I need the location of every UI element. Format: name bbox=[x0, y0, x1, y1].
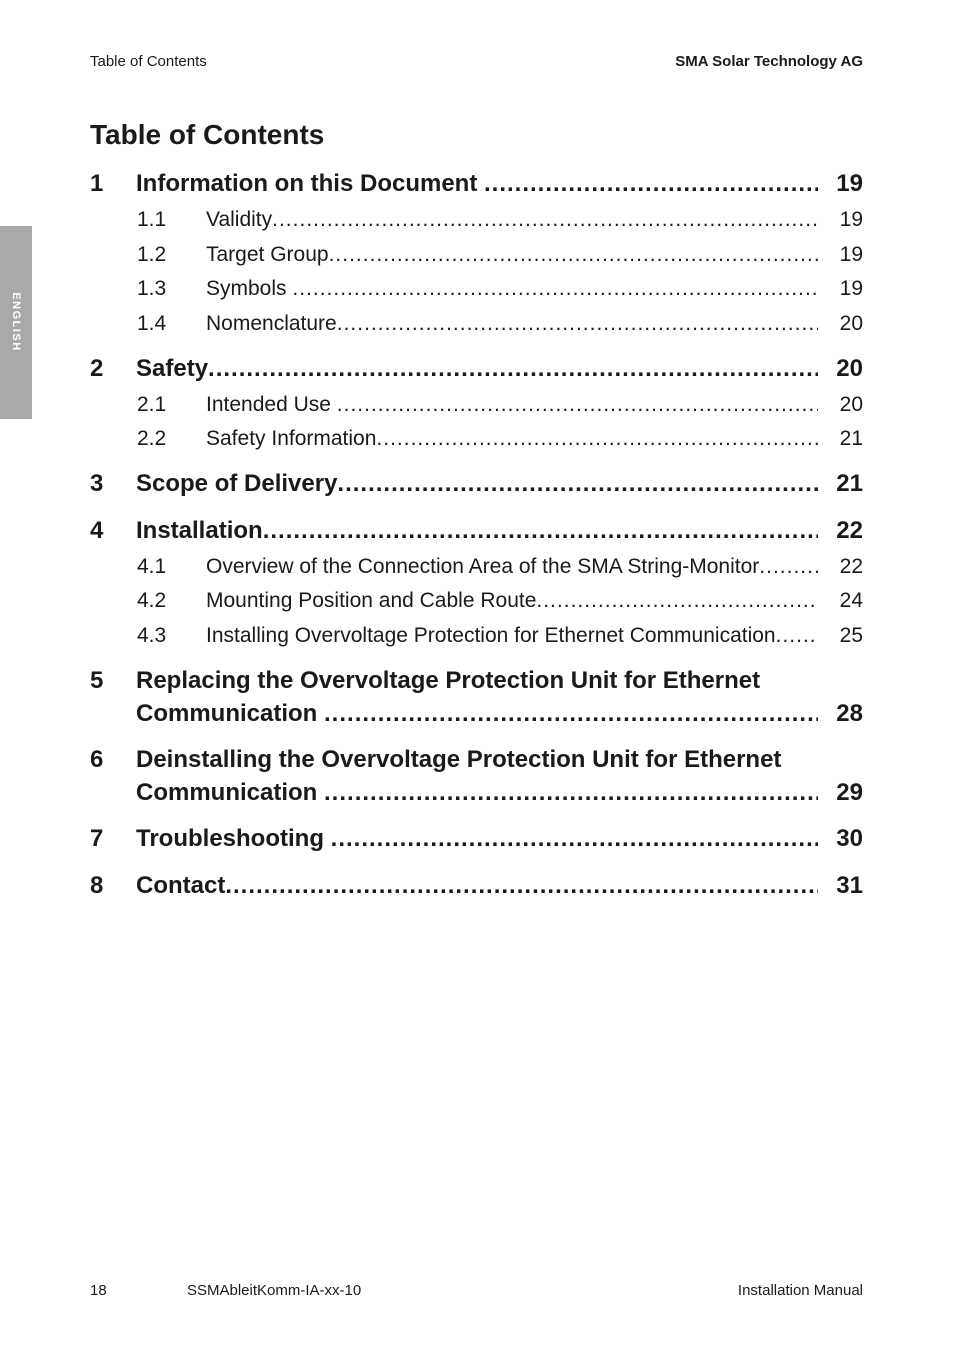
toc-number: 4.1 bbox=[137, 555, 167, 578]
toc-number: 2.1 bbox=[137, 393, 167, 416]
toc-title: Intended Use bbox=[206, 393, 331, 416]
footer-manual-name: Installation Manual bbox=[737, 1282, 863, 1299]
toc-page: 21 bbox=[836, 470, 863, 497]
toc-entry-7[interactable] bbox=[0, 822, 954, 856]
toc-page: 19 bbox=[839, 208, 863, 231]
toc-entry-4[interactable] bbox=[0, 514, 954, 548]
language-tab-label: ENGLISH bbox=[10, 292, 22, 352]
toc-entry-4-2[interactable] bbox=[0, 584, 954, 618]
toc-page: 29 bbox=[836, 779, 863, 806]
toc-entry-2[interactable] bbox=[0, 352, 954, 386]
toc-number: 4.3 bbox=[137, 624, 167, 647]
toc-number: 4 bbox=[90, 517, 104, 544]
toc-entry-4-3[interactable] bbox=[0, 619, 954, 653]
toc-number: 1.2 bbox=[137, 243, 167, 266]
toc-title: Scope of Delivery bbox=[136, 470, 338, 497]
toc-title: Information on this Document bbox=[136, 170, 478, 197]
toc-number: 4.2 bbox=[137, 589, 167, 612]
toc-title: Installation bbox=[136, 517, 263, 544]
toc-page: 20 bbox=[836, 355, 863, 382]
toc-entry-5-line1[interactable] bbox=[0, 664, 954, 698]
toc-title: Target Group bbox=[206, 243, 329, 266]
toc-page: 28 bbox=[836, 700, 863, 727]
toc-entry-4-1[interactable] bbox=[0, 550, 954, 584]
toc-title: Contact bbox=[136, 872, 226, 899]
page-title: Table of Contents bbox=[90, 119, 325, 150]
toc-title: Safety bbox=[136, 355, 209, 382]
toc-page: 20 bbox=[839, 393, 863, 416]
running-header-left: Table of Contents bbox=[90, 53, 207, 70]
toc-title: Overview of the Connection Area of the SMA String-Monitor bbox=[206, 555, 760, 578]
toc-page: 25 bbox=[839, 624, 863, 647]
toc-title-continued: Communication bbox=[136, 779, 318, 806]
toc-page: 21 bbox=[839, 427, 863, 450]
toc-page: 24 bbox=[839, 589, 863, 612]
toc-entry-1-1[interactable] bbox=[0, 203, 954, 237]
toc-entry-2-2[interactable] bbox=[0, 422, 954, 456]
toc-title: Safety Information bbox=[206, 427, 377, 450]
toc-number: 2.2 bbox=[137, 427, 167, 450]
toc-page: 22 bbox=[836, 517, 863, 544]
toc-page: 19 bbox=[839, 277, 863, 300]
toc-page: 20 bbox=[839, 312, 863, 335]
toc-title: Validity bbox=[206, 208, 273, 231]
toc-number: 5 bbox=[90, 667, 104, 694]
toc-number: 7 bbox=[90, 825, 104, 852]
footer-page-number: 18 bbox=[90, 1282, 107, 1299]
toc-title-continued: Communication bbox=[136, 700, 318, 727]
toc-entry-8[interactable] bbox=[0, 869, 954, 903]
toc-number: 1.4 bbox=[137, 312, 167, 335]
toc-title: Deinstalling the Overvoltage Protection Unit for Ethernet bbox=[136, 746, 782, 773]
toc-entry-1[interactable] bbox=[0, 167, 954, 201]
running-header-company: SMA Solar Technology AG bbox=[675, 53, 863, 70]
toc-entry-6-line2[interactable] bbox=[0, 776, 954, 810]
toc-entry-5-line2[interactable] bbox=[0, 697, 954, 731]
toc-title: Nomenclature bbox=[206, 312, 337, 335]
toc-number: 8 bbox=[90, 872, 104, 899]
toc-page: 19 bbox=[839, 243, 863, 266]
toc-title: Installing Overvoltage Protection for Ethernet Communication bbox=[206, 624, 776, 647]
toc-page: 31 bbox=[836, 872, 863, 899]
toc-page: 30 bbox=[836, 825, 863, 852]
toc-entry-1-2[interactable] bbox=[0, 238, 954, 272]
toc-number: 1.3 bbox=[137, 277, 167, 300]
toc-entry-6-line1[interactable] bbox=[0, 743, 954, 777]
toc-title: Symbols bbox=[206, 277, 287, 300]
toc-page: 19 bbox=[836, 170, 863, 197]
toc-entry-3[interactable] bbox=[0, 467, 954, 501]
toc-title: Replacing the Overvoltage Protection Unit for Ethernet bbox=[136, 667, 761, 694]
toc-number: 2 bbox=[90, 355, 104, 382]
toc-number: 6 bbox=[90, 746, 104, 773]
toc-title: Troubleshooting bbox=[136, 825, 324, 852]
toc-title: Mounting Position and Cable Route bbox=[206, 589, 537, 612]
toc-entry-2-1[interactable] bbox=[0, 388, 954, 422]
toc-entry-1-4[interactable] bbox=[0, 307, 954, 341]
toc-entry-1-3[interactable] bbox=[0, 272, 954, 306]
toc-number: 1.1 bbox=[137, 208, 167, 231]
toc-page: 22 bbox=[839, 555, 863, 578]
toc-number: 1 bbox=[90, 170, 104, 197]
footer-document-code: SSMAbleitKomm-IA-xx-10 bbox=[187, 1282, 362, 1299]
toc-number: 3 bbox=[90, 470, 104, 497]
